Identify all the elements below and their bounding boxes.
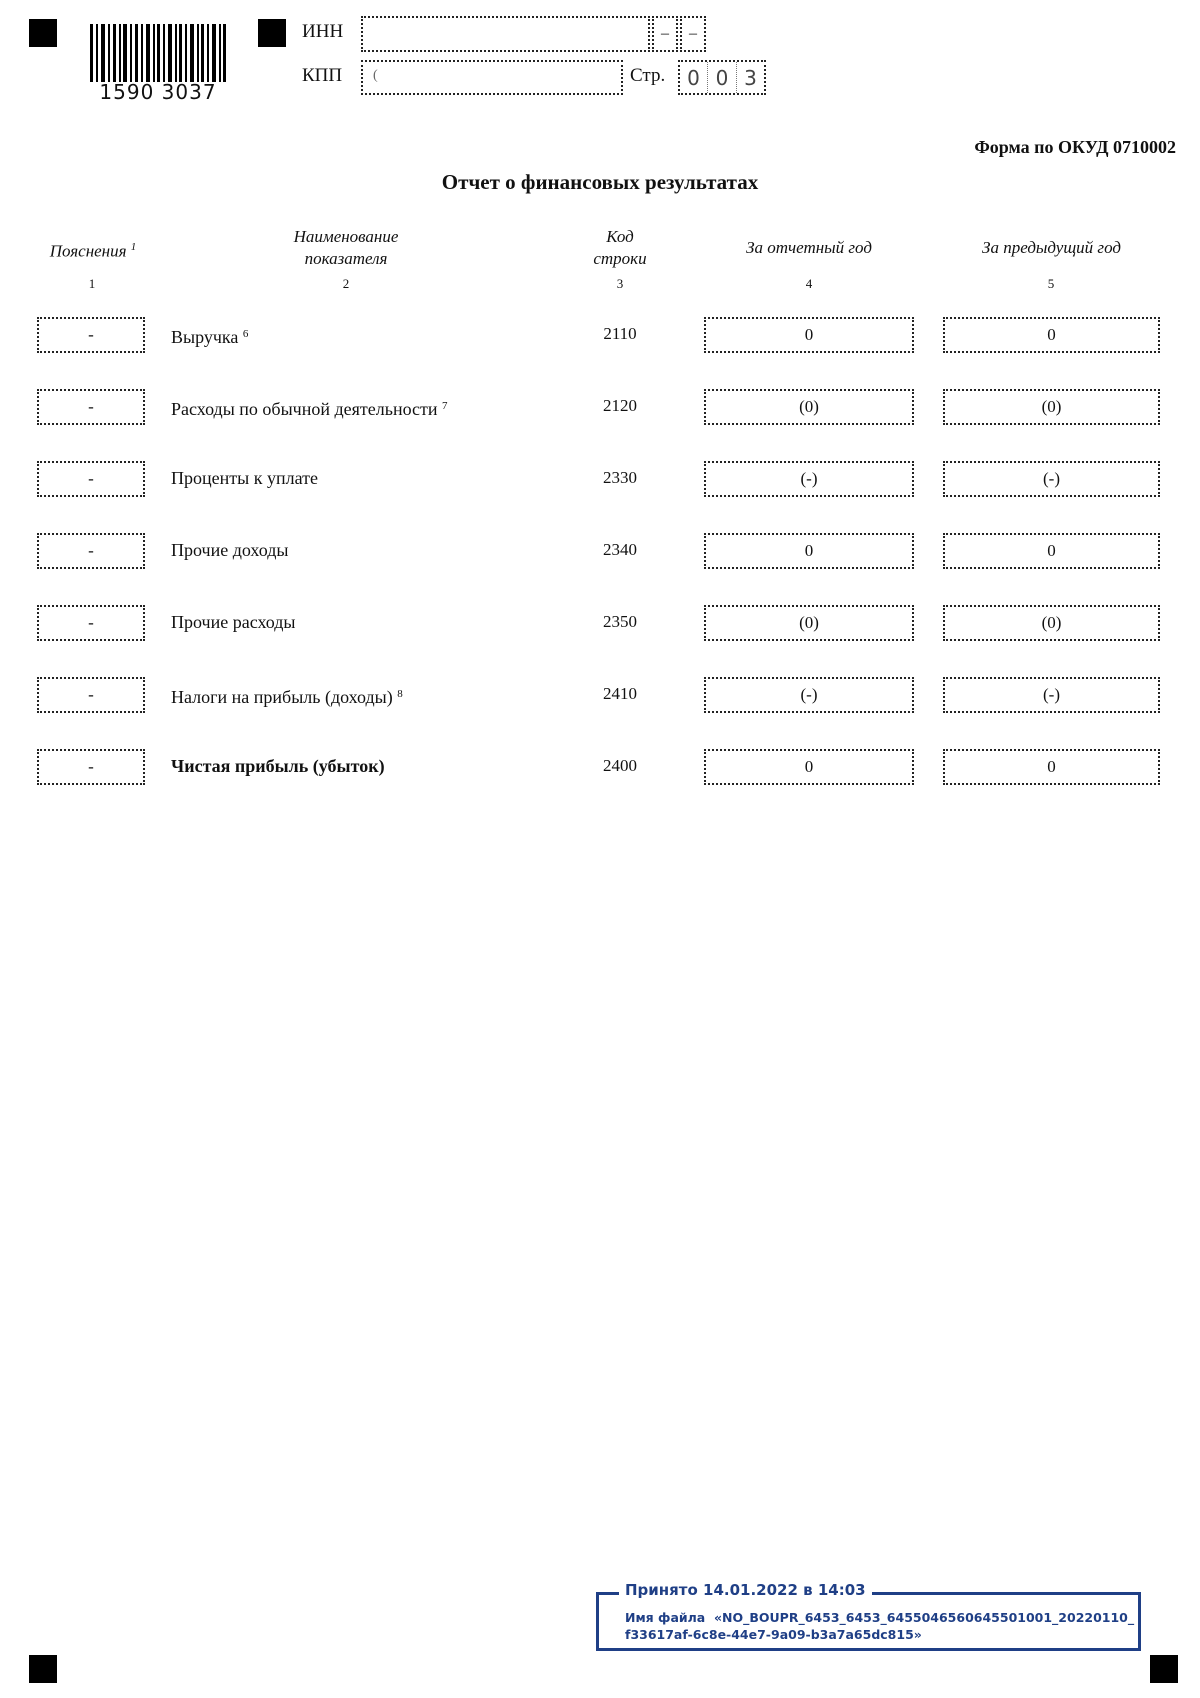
row-previous-year-field[interactable]: (-) — [943, 677, 1160, 713]
stamp-file-name — [625, 1609, 1135, 1643]
page-label: Стр. — [630, 65, 666, 86]
corner-marker-bottom-right — [1150, 1655, 1178, 1683]
row-current-year-field[interactable]: (0) — [704, 389, 914, 425]
row-note-field[interactable]: - — [37, 605, 145, 641]
barcode-icon — [90, 24, 226, 82]
row-code: 2400 — [603, 756, 637, 775]
column-header-notes-sup: 1 — [130, 241, 137, 253]
corner-marker-top-left — [29, 19, 57, 47]
form-code: Форма по ОКУД 0710002 — [974, 137, 1176, 157]
row-code: 2120 — [603, 396, 637, 415]
row-name-text: Проценты к уплате — [171, 468, 318, 488]
table-row — [0, 461, 1200, 497]
page-digit-1: 0 — [680, 62, 708, 93]
page-digit-3: 3 — [744, 65, 757, 90]
page-number-field[interactable] — [678, 60, 766, 95]
row-name — [171, 461, 318, 497]
column-header-name-line-2: показателя — [304, 249, 388, 268]
row-name — [171, 389, 448, 425]
corner-marker-bottom-left — [29, 1655, 57, 1683]
row-current-year-field[interactable]: (-) — [704, 677, 914, 713]
row-note-field[interactable]: - — [37, 749, 145, 785]
row-name-sup: 8 — [397, 688, 403, 700]
row-name-text: Прочие расходы — [171, 612, 296, 632]
column-number-5: 5 — [1047, 276, 1055, 291]
row-name — [171, 605, 296, 641]
acceptance-stamp — [596, 1581, 1141, 1651]
row-name — [171, 317, 248, 353]
table-row — [0, 389, 1200, 425]
row-note-field[interactable]: - — [37, 461, 145, 497]
row-previous-year-field[interactable]: 0 — [943, 749, 1160, 785]
table-row — [0, 605, 1200, 641]
row-name-text: Прочие доходы — [171, 540, 289, 560]
row-current-year-field[interactable]: 0 — [704, 749, 914, 785]
column-number-2: 2 — [342, 276, 350, 291]
row-current-year-field[interactable]: (0) — [704, 605, 914, 641]
inn-field[interactable] — [361, 16, 650, 52]
stamp-file-label: Имя файла — [625, 1610, 706, 1625]
stamp-file-value: «NO_BOUPR_6453_6453_6455046560645501001_20220110_ f33617af-6c8e-44e7-9a09-b3a7a65dc815» — [625, 1610, 1135, 1642]
row-name-sup: 6 — [242, 328, 249, 340]
column-header-name — [260, 226, 432, 270]
row-code: 2340 — [603, 540, 637, 559]
row-current-year-field[interactable]: (-) — [704, 461, 914, 497]
barcode-number: 1590 3037 — [99, 80, 217, 104]
row-note-field[interactable]: - — [37, 389, 145, 425]
inn-dash-box-1[interactable] — [652, 16, 678, 52]
row-code: 2110 — [603, 324, 637, 343]
row-name-sup: 7 — [442, 400, 448, 412]
column-number-3: 3 — [616, 276, 624, 291]
row-code: 2350 — [603, 612, 637, 631]
row-name — [171, 533, 288, 569]
table-row — [0, 749, 1200, 785]
row-name — [171, 677, 403, 713]
inn-dash-box-2[interactable] — [680, 16, 706, 52]
column-header-current-year: За отчетный год — [746, 238, 872, 257]
page-title: Отчет о финансовых результатах — [441, 170, 759, 194]
table-row — [0, 677, 1200, 713]
column-header-code — [580, 226, 660, 270]
kpp-label: КПП — [302, 65, 343, 86]
kpp-field[interactable] — [361, 60, 623, 95]
row-note-field[interactable]: - — [37, 533, 145, 569]
row-previous-year-field[interactable]: 0 — [943, 533, 1160, 569]
column-number-1: 1 — [88, 276, 96, 291]
column-header-name-line-1: Наименование — [293, 227, 399, 246]
column-header-notes-text: Пояснения — [49, 241, 127, 261]
kpp-value: ( — [373, 68, 378, 83]
row-current-year-field[interactable]: 0 — [704, 533, 914, 569]
row-previous-year-field[interactable]: 0 — [943, 317, 1160, 353]
inn-dash-2: – — [689, 25, 697, 42]
row-note-field[interactable]: - — [37, 317, 145, 353]
row-note-field[interactable]: - — [37, 677, 145, 713]
column-header-code-line-1: Код — [606, 227, 634, 246]
row-name-total: Чистая прибыль (убыток) — [171, 756, 385, 776]
table-row — [0, 533, 1200, 569]
row-name-text: Выручка — [171, 327, 239, 347]
column-header-code-line-2: строки — [593, 249, 647, 268]
inn-dash-1: – — [661, 25, 669, 42]
row-previous-year-field[interactable]: (0) — [943, 389, 1160, 425]
row-code: 2330 — [603, 468, 637, 487]
page-digit-2: 0 — [708, 62, 737, 93]
row-name-text: Налоги на прибыль (доходы) — [171, 687, 393, 707]
column-number-4: 4 — [805, 276, 813, 291]
inn-label: ИНН — [302, 21, 344, 42]
column-header-notes — [32, 236, 154, 263]
row-current-year-field[interactable]: 0 — [704, 317, 914, 353]
stamp-title: Принято 14.01.2022 в 14:03 — [619, 1581, 872, 1599]
row-previous-year-field[interactable]: (-) — [943, 461, 1160, 497]
row-name-text: Расходы по обычной деятельности — [171, 399, 438, 419]
row-previous-year-field[interactable]: (0) — [943, 605, 1160, 641]
corner-marker-top-right — [258, 19, 286, 47]
row-code: 2410 — [603, 684, 637, 703]
table-row — [0, 317, 1200, 353]
column-header-previous-year: За предыдущий год — [982, 238, 1121, 257]
